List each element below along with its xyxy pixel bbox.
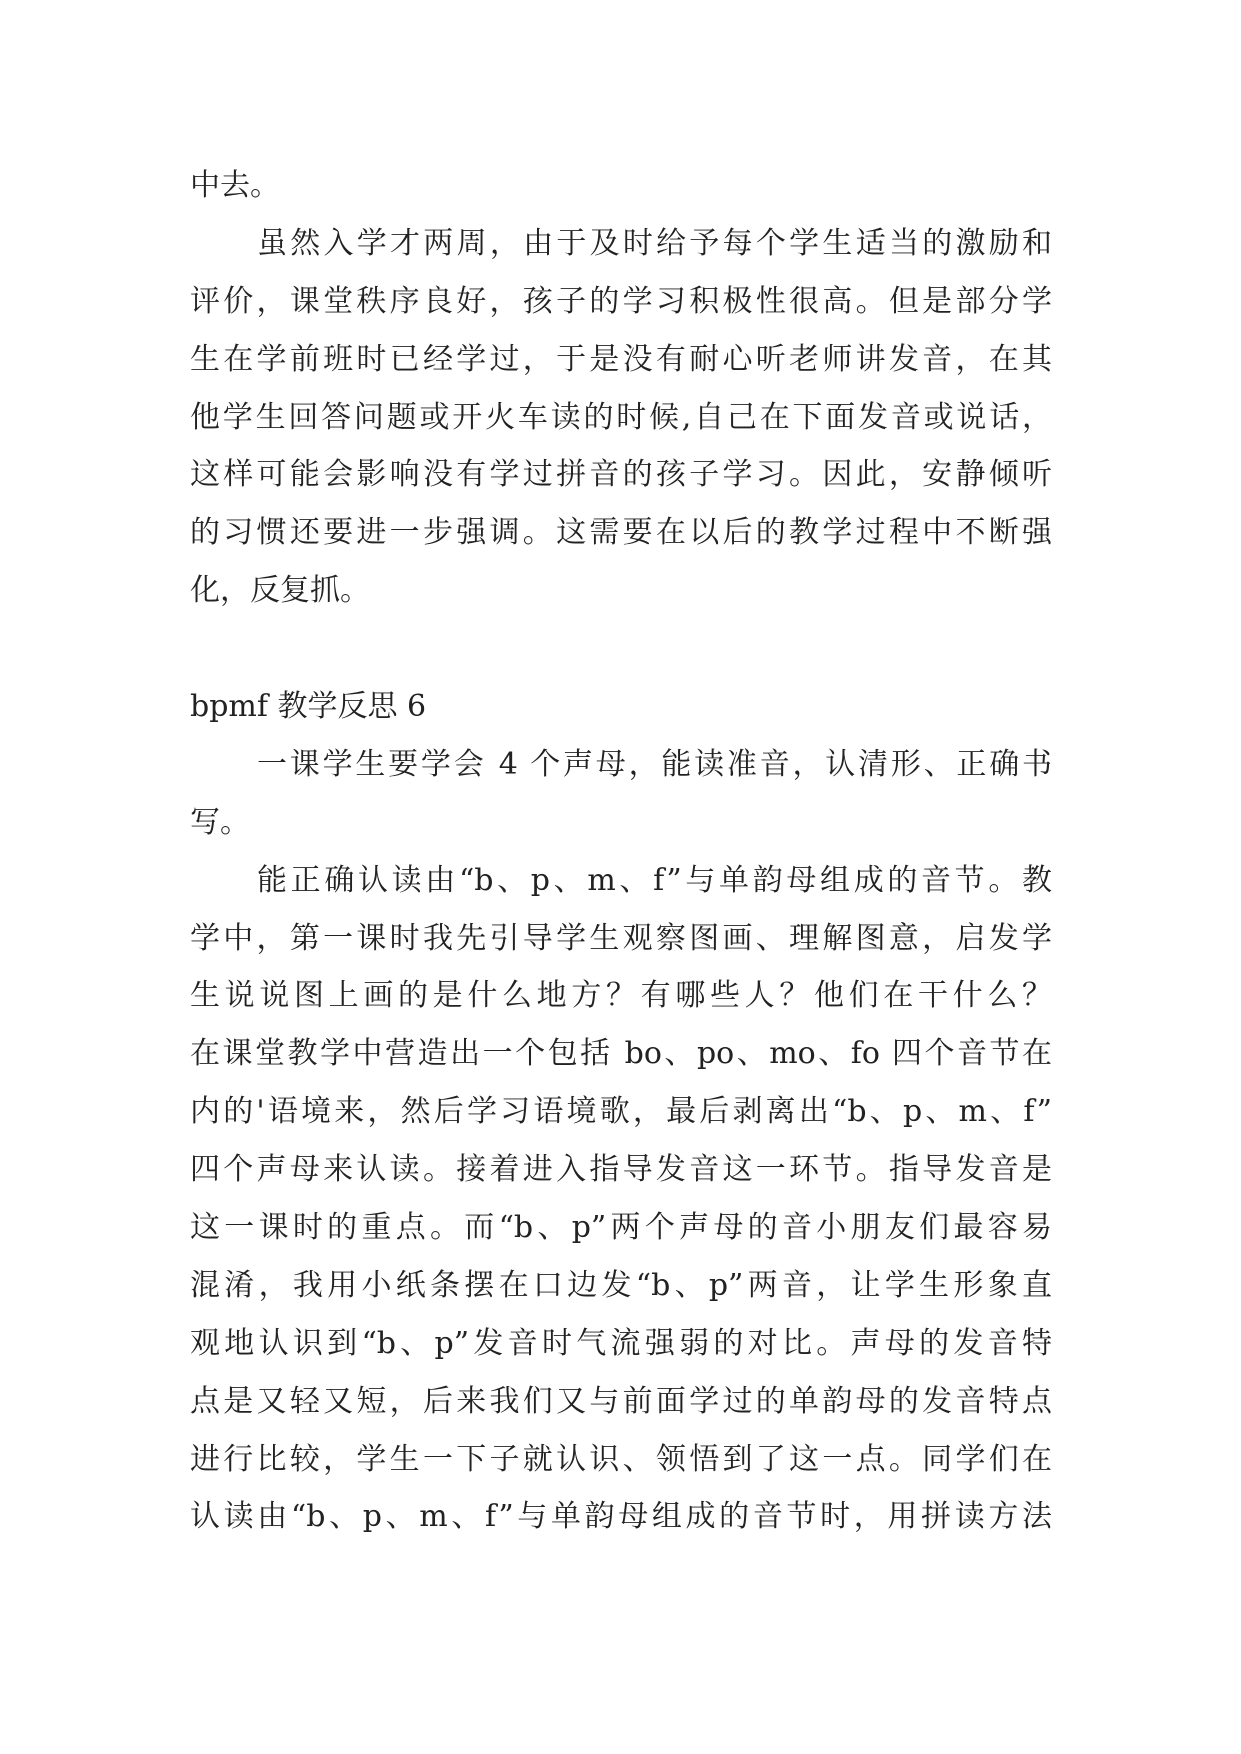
- text-line: 能正确认读由“b、p、m、f”与单韵母组成的音节。教: [257, 862, 1052, 898]
- text-line: 学中，第一课时我先引导学生观察图画、理解图意，启发学: [190, 920, 1052, 956]
- text-line: 这样可能会影响没有学过拼音的孩子学习。因此，安静倾听: [190, 457, 1052, 493]
- section-heading: bpmf 教学反思 6: [190, 689, 427, 725]
- text-line: 混淆，我用小纸条摆在口边发“b、p”两音，让学生形象直: [190, 1267, 1052, 1303]
- text-line: 内的'语境来，然后学习语境歌，最后剥离出“b、p、m、f”: [190, 1094, 1052, 1130]
- text-line: 进行比较，学生一下子就认识、领悟到了这一点。同学们在: [190, 1441, 1052, 1477]
- text-line: 评价，课堂秩序良好，孩子的学习积极性很高。但是部分学: [190, 283, 1052, 319]
- blank-line: [190, 620, 1052, 678]
- paragraph-review: [190, 215, 1052, 620]
- text-line: 中去。: [190, 168, 280, 203]
- text-line: 虽然入学才两周，由于及时给予每个学生适当的激励和: [257, 225, 1052, 261]
- document-body: [190, 157, 1052, 1546]
- paragraph-fragment: [190, 157, 1052, 215]
- text-line: 在课堂教学中营造出一个包括 bo、po、mo、fo 四个音节在: [190, 1036, 1052, 1072]
- text-line: 一课学生要学会 4 个声母，能读准音，认清形、正确书: [257, 746, 1052, 782]
- text-line: 的习惯还要进一步强调。这需要在以后的教学过程中不断强: [190, 515, 1052, 551]
- paragraph-teaching: [190, 852, 1052, 1547]
- text-line: 化，反复抓。: [190, 573, 370, 609]
- text-line: 他学生回答问题或开火车读的时候,自己在下面发音或说话，: [190, 399, 1052, 435]
- text-line: 四个声母来认读。接着进入指导发音这一环节。指导发音是: [190, 1152, 1052, 1188]
- text-line: 观地认识到“b、p”发音时气流强弱的对比。声母的发音特: [190, 1325, 1052, 1361]
- text-line: 写。: [190, 804, 250, 840]
- text-line: 生在学前班时已经学过，于是没有耐心听老师讲发音，在其: [190, 341, 1052, 377]
- paragraph-goal: [190, 736, 1052, 852]
- text-line: 点是又轻又短，后来我们又与前面学过的单韵母的发音特点: [190, 1383, 1052, 1419]
- text-line: 生说说图上画的是什么地方？有哪些人？他们在干什么？: [190, 978, 1052, 1014]
- text-line: 这一课时的重点。而“b、p”两个声母的音小朋友们最容易: [190, 1210, 1052, 1246]
- text-line: 认读由“b、p、m、f”与单韵母组成的音节时，用拼读方法: [190, 1499, 1052, 1535]
